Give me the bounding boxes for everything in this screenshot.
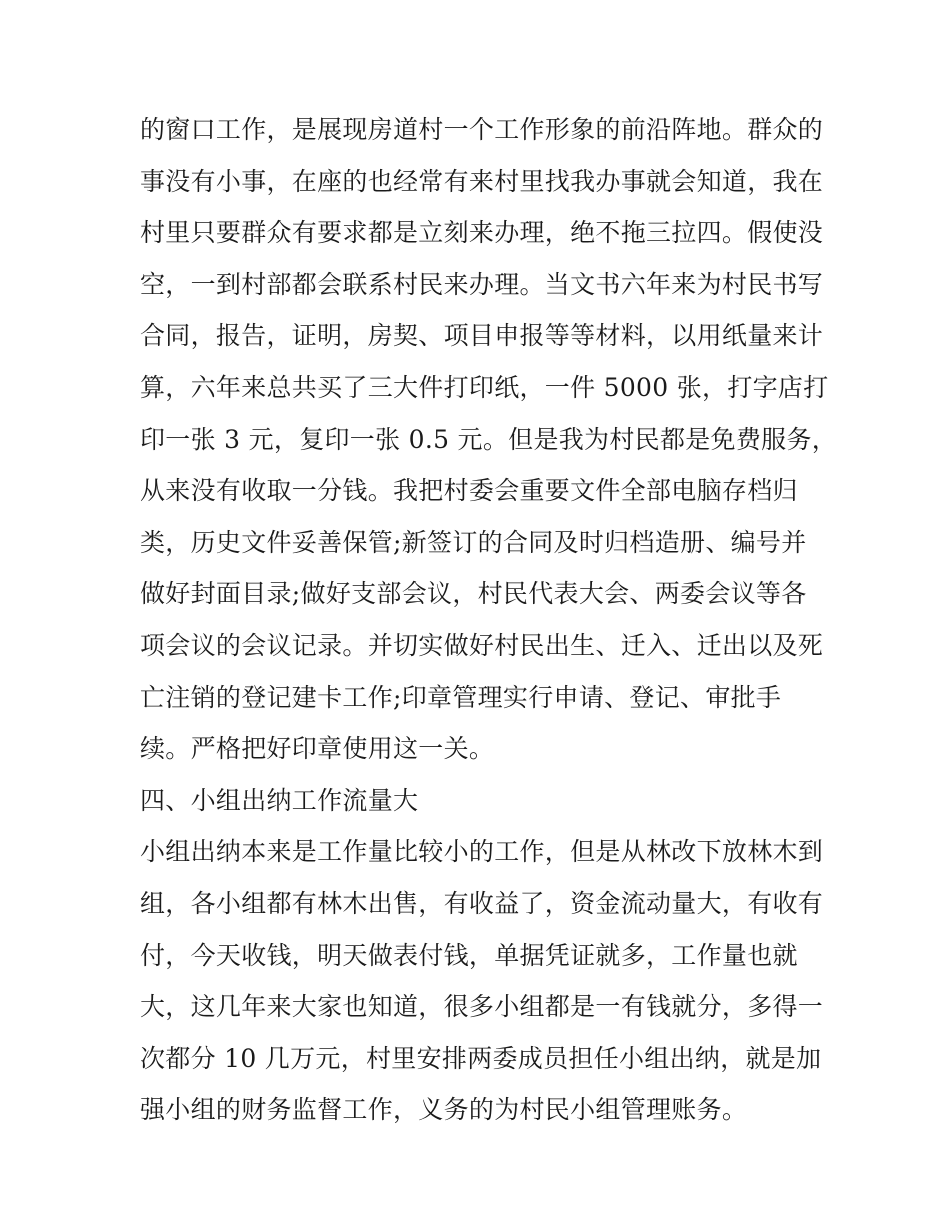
text-line: 大，这几年来大家也知道，很多小组都是一有钱就分，多得一 (140, 992, 824, 1022)
text-line: 算，六年来总共买了三大件打印纸，一件 5000 张，打字店打 (140, 372, 829, 402)
text-line: 组，各小组都有林木出售，有收益了，资金流动量大，有收有 (140, 888, 824, 918)
text-line: 事没有小事，在座的也经常有来村里找我办事就会知道，我在 (140, 166, 824, 196)
text-line: 强小组的财务监督工作，义务的为村民小组管理账务。 (140, 1095, 748, 1125)
text-line: 的窗口工作，是展现房道村一个工作形象的前沿阵地。群众的 (140, 115, 824, 144)
text-line: 类，历史文件妥善保管;新签订的合同及时归档造册、编号并 (140, 527, 807, 557)
text-line: 村里只要群众有要求都是立刻来办理，绝不拖三拉四。假使没 (140, 218, 824, 248)
text-line: 续。严格把好印章使用这一关。 (140, 734, 495, 764)
text-line: 次都分 10 几万元，村里安排两委成员担任小组出纳，就是加 (140, 1043, 822, 1073)
text-line: 做好封面目录;做好支部会议，村民代表大会、两委会议等各 (140, 579, 807, 609)
section-heading: 四、小组出纳工作流量大 (140, 785, 419, 815)
text-line: 从来没有收取一分钱。我把村委会重要文件全部电脑存档归 (140, 476, 798, 506)
text-line: 项会议的会议记录。并切实做好村民出生、迁入、迁出以及死 (140, 630, 824, 660)
body-text (140, 104, 838, 1136)
text-line: 付，今天收钱，明天做表付钱，单据凭证就多，工作量也就 (140, 940, 798, 970)
text-line: 空，一到村部都会联系村民来办理。当文书六年来为村民书写 (140, 269, 824, 299)
text-line: 亡注销的登记建卡工作;印章管理实行申请、登记、审批手 (140, 682, 782, 712)
text-line: 合同，报告，证明，房契、项目申报等等材料，以用纸量来计 (140, 321, 824, 351)
text-line: 印一张 3 元，复印一张 0.5 元。但是我为村民都是免费服务， (140, 424, 838, 454)
text-line: 小组出纳本来是工作量比较小的工作，但是从林改下放林木到 (140, 837, 824, 867)
